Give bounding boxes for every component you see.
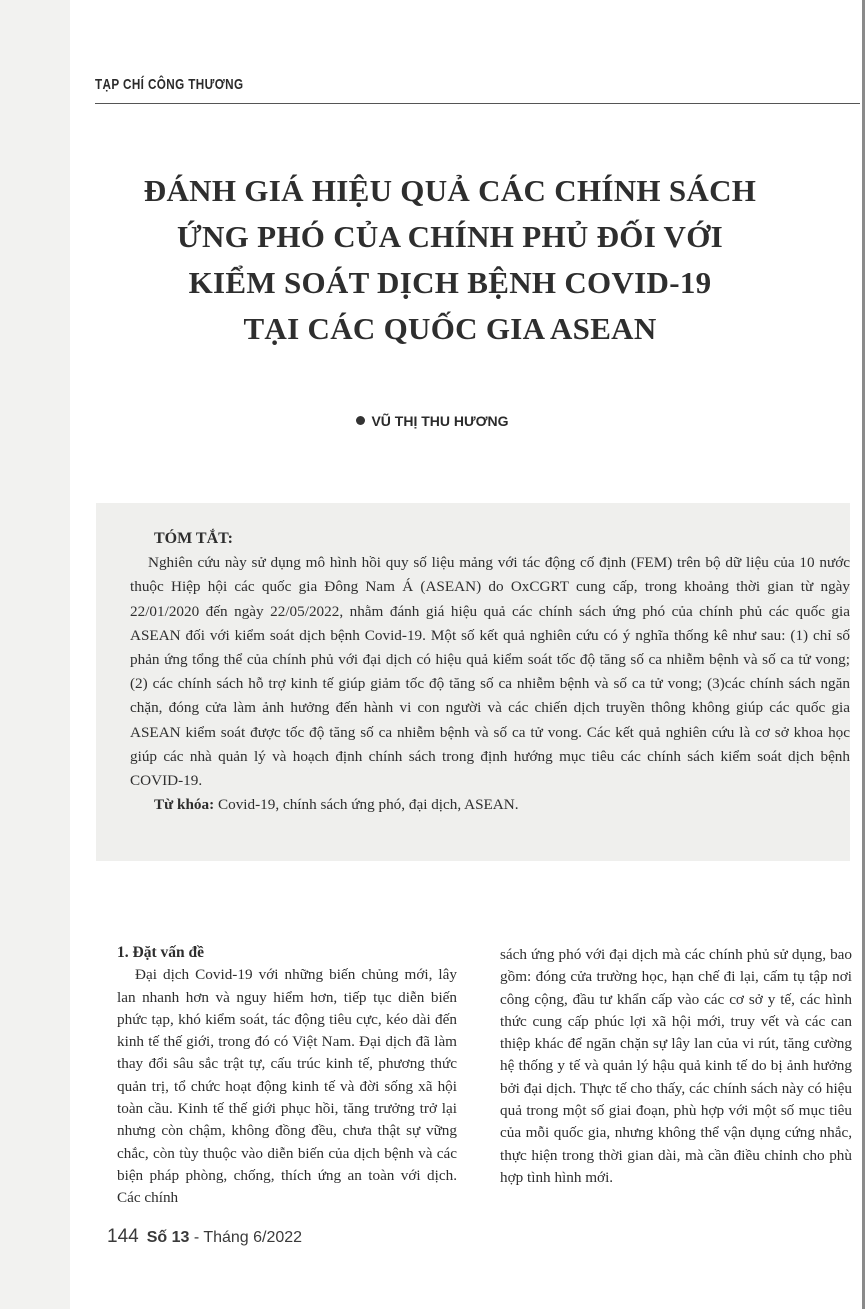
title-line: TẠI CÁC QUỐC GIA ASEAN <box>243 311 657 346</box>
author-line <box>0 413 865 429</box>
issue-number: Số 13 <box>146 1229 190 1246</box>
section-heading: 1. Đặt vấn đề <box>117 944 204 961</box>
body-column-left <box>117 942 457 1210</box>
header-rule <box>95 103 860 104</box>
keywords-list: Covid-19, chính sách ứng phó, đại dịch, ASEAN. <box>214 796 519 814</box>
title-line: KIỂM SOÁT DỊCH BỆNH COVID-19 <box>188 265 712 300</box>
page-margin-strip <box>0 0 70 1309</box>
title-line: ĐÁNH GIÁ HIỆU QUẢ CÁC CHÍNH SÁCH <box>143 173 757 208</box>
keywords-label: Từ khóa: <box>154 796 215 814</box>
keywords <box>154 793 850 817</box>
issue-date: - Tháng 6/2022 <box>189 1229 303 1246</box>
page-number: 144 <box>107 1226 139 1247</box>
abstract <box>130 527 850 817</box>
title-line: ỨNG PHÓ CỦA CHÍNH PHỦ ĐỐI VỚI <box>176 219 724 254</box>
page-footer <box>107 1226 302 1248</box>
article-title <box>100 168 800 352</box>
journal-header: TẠP CHÍ CÔNG THƯƠNG <box>95 76 244 93</box>
body-paragraph: sách ứng phó với đại dịch mà các chính phủ sử dụng, bao gồm: đóng cửa trường học, hạn chế đi lại, cấm tụ tập nơi công cộng, đầu tư khẩn cấp vào các cơ sở y tế, các hình thức cung cấp phúc lợi xã hội mới, truy vết và các can thiệp khác để ngăn chặn sự lây lan của vi rút, tăng cường hệ thống y tế và quản lý hậu quả kinh tế do bị ảnh hưởng bởi đại dịch. Thực tế cho thấy, các chính sách này có hiệu quả trong một số giai đoạn, phù hợp với một số mục tiêu của mỗi quốc gia, nhưng không thể vận dụng cứng nhắc, thực hiện trong thời gian dài, mà cần điều chỉnh cho phù hợp tình hình mới. <box>500 946 852 1186</box>
author-name: VŨ THỊ THU HƯƠNG <box>371 413 509 429</box>
bullet-icon <box>356 416 365 425</box>
abstract-heading: TÓM TẮT: <box>154 530 233 547</box>
body-column-right <box>500 944 852 1189</box>
abstract-body: Nghiên cứu này sử dụng mô hình hồi quy số liệu mảng với tác động cố định (FEM) trên bộ dữ liệu của 10 nước thuộc Hiệp hội các quốc gia Đông Nam Á (ASEAN) do OxCGRT cung cấp, trong khoảng thời gian từ ngày 22/01/2020 đến ngày 22/05/2022, nhằm đánh giá hiệu quả các chính sách ứng phó của chính phủ các quốc gia ASEAN đối với kiểm soát dịch bệnh Covid-19. Một số kết quả nghiên cứu có ý nghĩa thống kê như sau: (1) chỉ số phản ứng tổng thể của chính phủ với đại dịch có hiệu quả kiểm soát tốc độ tăng số ca nhiễm bệnh và số ca tử vong; (2) các chính sách hỗ trợ kinh tế giúp giảm tốc độ tăng số ca nhiễm bệnh và số ca tử vong; (3)các chính sách ngăn chặn, đóng cửa làm ảnh hưởng đến hành vi con người và các chiến dịch truyền thông không giúp các quốc gia ASEAN kiểm soát được tốc độ tăng số ca nhiễm bệnh và số ca tử vong. Các kết quả nghiên cứu là cơ sở khoa học giúp các nhà quản lý và hoạch định chính sách trong định hướng mục tiêu các chính sách kiểm soát dịch bệnh COVID-19. <box>130 554 850 790</box>
body-paragraph: Đại dịch Covid-19 với những biến chủng mới, lây lan nhanh hơn và nguy hiểm hơn, tiếp tục diễn biến phức tạp, khó kiểm soát, tác động tiêu cực, kéo dài đến kinh tế thế giới, trong đó có Việt Nam. Đại dịch đã làm thay đổi sâu sắc trật tự, cấu trúc kinh tế, phương thức quản trị, tổ chức hoạt động kinh tế và đời sống xã hội toàn cầu. Kinh tế thế giới phục hồi, tăng trưởng trở lại nhưng còn chậm, không đồng đều, chưa thật sự vững chắc, còn tùy thuộc vào diễn biến của dịch bệnh và các biện pháp phòng, chống, thích ứng an toàn với dịch. Các chính <box>117 966 457 1207</box>
